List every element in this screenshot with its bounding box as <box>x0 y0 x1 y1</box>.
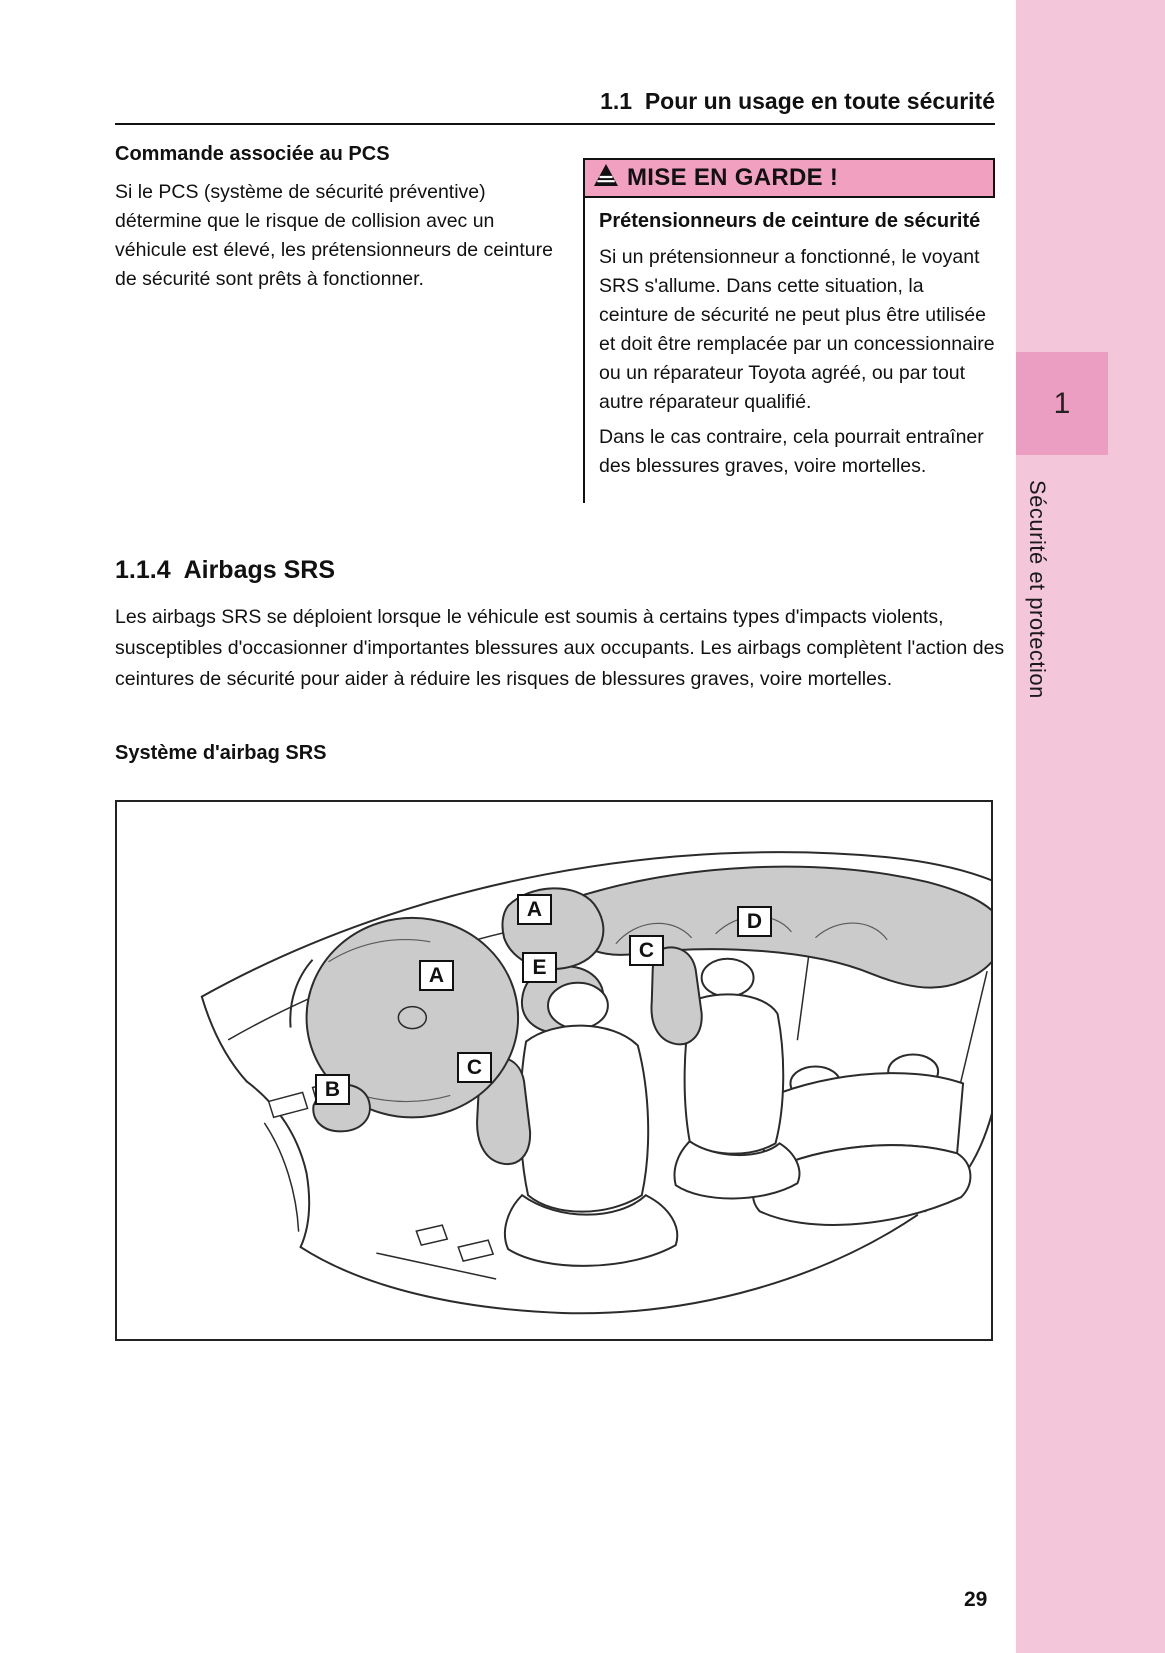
chapter-title: Sécurité et protection <box>1025 480 1050 699</box>
header-rule <box>115 123 995 125</box>
pcs-body: Si le PCS (système de sécurité préventive) détermine que le risque de collision avec un véhicule est élevé, les prétensionneurs de ceinture de sécurité sont prêts à fonctionner. <box>115 181 553 290</box>
page-number: 29 <box>964 1588 988 1611</box>
pcs-section <box>115 143 560 294</box>
warning-title-bar <box>583 158 995 198</box>
chapter-number-tab <box>1016 352 1108 455</box>
warning-title: MISE EN GARDE ! <box>627 164 839 191</box>
label-knee-airbag: B <box>315 1074 350 1105</box>
label-passenger-side-airbag: C <box>629 935 664 966</box>
chapter-sidebar <box>1016 0 1165 1653</box>
airbag-system-subheading: Système d'airbag SRS <box>115 742 327 764</box>
chapter-number: 1 <box>1053 386 1071 420</box>
page-header: 1.1 Pour un usage en toute sécurité <box>600 88 995 114</box>
warning-triangle-icon <box>593 163 619 194</box>
label-driver-airbag: A <box>419 960 454 991</box>
label-center-airbag: E <box>522 952 557 983</box>
airbags-section-heading: 1.1.4 Airbags SRS <box>115 556 335 584</box>
label-curtain-airbag: D <box>737 906 772 937</box>
warning-paragraph-2: Dans le cas contraire, cela pourrait entraîner des blessures graves, voire mortelles. <box>599 426 984 477</box>
airbag-system-figure <box>115 800 993 1341</box>
airbags-section-body: Les airbags SRS se déploient lorsque le véhicule est soumis à certains types d'impacts violents, susceptibles d'occasionner d'importantes blessures aux occupants. Les airbags complètent l'action des ceintures de sécurité pour aider à réduire les risques de blessures graves, voire mortelles. <box>115 606 1005 690</box>
warning-box <box>583 158 995 503</box>
label-front-passenger-airbag: A <box>517 894 552 925</box>
car-interior-illustration <box>117 802 991 1339</box>
pcs-heading: Commande associée au PCS <box>115 143 390 165</box>
warning-content <box>583 198 995 503</box>
label-driver-side-airbag: C <box>457 1052 492 1083</box>
warning-subheading: Prétensionneurs de ceinture de sécurité <box>599 210 981 232</box>
warning-paragraph-1: Si un prétensionneur a fonctionné, le voyant SRS s'allume. Dans cette situation, la ceinture de sécurité ne peut plus être utilisée et doit être remplacée par un concessionnaire ou un réparateur Toyota agréé, ou par tout autre réparateur qualifié. <box>599 246 995 413</box>
